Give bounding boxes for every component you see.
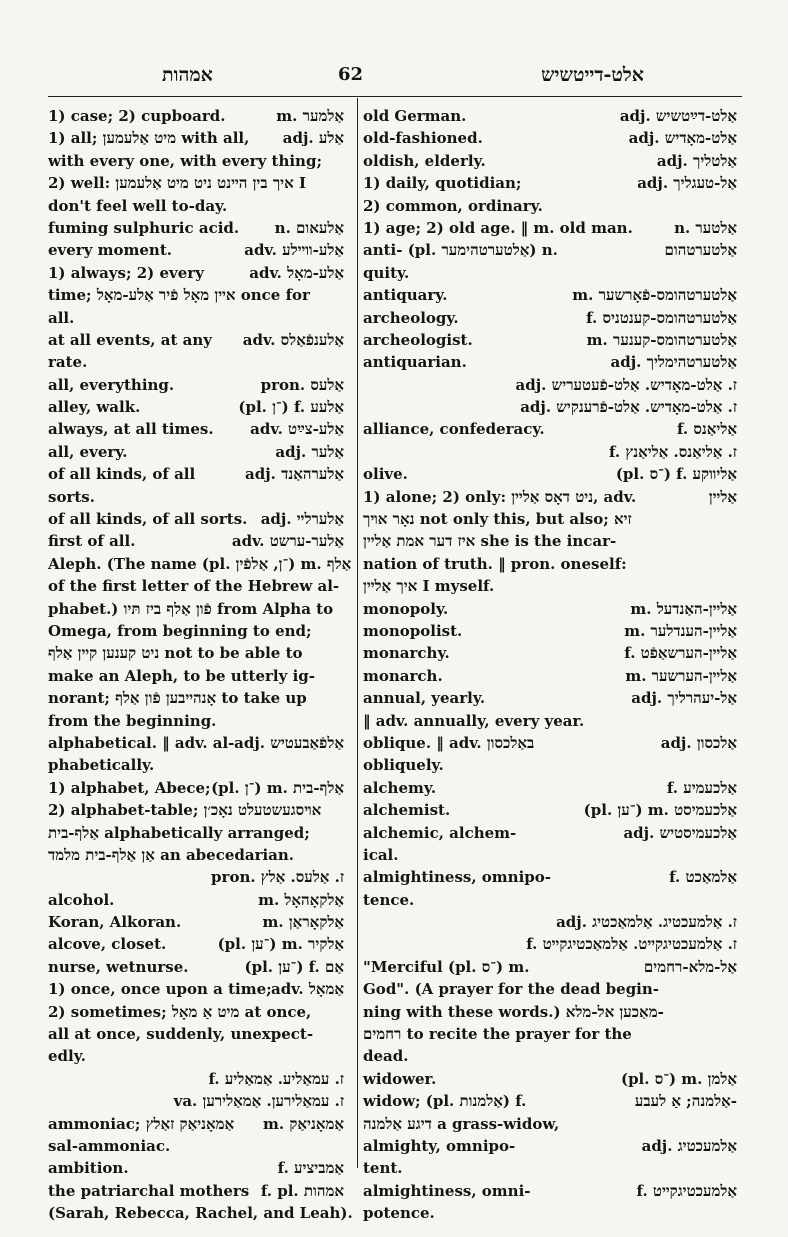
dictionary-line [363,1113,741,1135]
dictionary-line [363,307,741,329]
dictionary-line [48,799,348,821]
dictionary-line [48,889,348,911]
entry-text: 1) alone; 2) only: ניט דאָס אַלײן, adv. [363,487,637,506]
entry-text: time; אײן מאָל פֿיר אַלע-מאָל once for [48,286,310,305]
entry-text: alliance, confederacy. [363,420,545,439]
entry-text: always, at all times. [48,420,214,439]
headword: adv. אַלע-מאָל [249,263,344,282]
headword: m. אַלטערטהומס-פֿאָרשער [572,286,737,305]
dictionary-line [363,1068,741,1090]
entry-text: norant; אָנהײבען פֿון אַלף to take up [48,689,307,708]
entry-text: from the beginning. [48,711,217,730]
headword: va. ז. עמאַלירען. אַמאַלירען [173,1092,344,1111]
entry-text: alphabetical. ‖ adv. al- [48,733,235,752]
dictionary-line [48,1113,348,1135]
headword: f. אַלמאַכט [669,868,737,887]
headword: pron. אַלעס [260,375,344,394]
headword: adj. אַלטליך [656,151,737,170]
dictionary-line [48,866,348,888]
dictionary-line [363,933,741,955]
entry-text: 1) once, once upon a time; [48,980,272,999]
dictionary-line [363,732,741,754]
entry-text: dead. [363,1047,409,1066]
entry-text: monopolist. [363,621,463,640]
dictionary-line [48,844,348,866]
entry-text: phabet.) פֿון אַלף ביז תּיו from Alpha to [48,599,334,618]
dictionary-line [48,284,348,306]
headword: f. אַלטערטהומס-קענטניס [586,308,737,327]
headword: adj. אַלטערטהימליך [610,353,737,372]
entry-text: alchemist. [363,801,451,820]
headword: m. אַלײן-הערשער [625,666,737,685]
entry-text: איך אַלײן I myself. [363,577,495,596]
dictionary-line [363,799,741,821]
entry-text: (Sarah, Rebecca, Rachel, and Leah). [48,1204,353,1223]
dictionary-line [48,217,348,239]
dictionary-line [48,127,348,149]
entry-text: antiquarian. [363,353,467,372]
headword: f. אַלמעכטיגקײט [636,1181,737,1200]
right-column [363,105,741,1225]
headword: adj. אַלכעמיסטיש [623,823,737,842]
headword: אַלטערטהום [664,241,737,260]
entry-text: widow; (pl. אַלמנות) f. [363,1092,527,1111]
headword: (pl. ־ס) m. אַלמן [620,1069,737,1088]
dictionary-line [363,754,741,776]
entry-text: edly. [48,1047,86,1066]
entry-text: phabetically. [48,756,155,775]
dictionary-line [48,396,348,418]
dictionary-line [363,844,741,866]
header-right-guideword: אלט-דייטשיש [541,64,644,86]
headword: (pl. ־ען) m. אַלכעמיסט [583,801,737,820]
entry-text: אַן אַלף-בית מלמד an abecedarian. [48,845,295,864]
entry-text: sorts. [48,487,95,506]
entry-text: all, everything. [48,375,175,394]
entry-text: antiquary. [363,286,448,305]
entry-text: nurse, wetnurse. [48,957,189,976]
dictionary-line [363,195,741,217]
entry-text: 1) alphabet, Abece; [48,778,211,797]
entry-text: אַלף-בית alphabetically arranged; [48,823,310,842]
entry-text: 2) well: איך בין הײנט ניט מיט אַלעמען I [48,174,306,193]
entry-text: fuming sulphuric acid. [48,218,240,237]
entry-text: every moment. [48,241,172,260]
dictionary-line [48,1068,348,1090]
header-rule [48,96,742,97]
dictionary-line [363,1202,741,1224]
headword: adj. אַל-יעהרליך [631,689,737,708]
headword: adj. אַלערלײ [260,510,344,529]
headword: adv. אַלע-װײלע [244,241,344,260]
dictionary-line [363,396,741,418]
dictionary-line [48,374,348,396]
dictionary-line [363,239,741,261]
dictionary-line [48,463,348,485]
entry-text: נאָר אױך not only this, but also; זיא [363,510,632,529]
entry-text: 2) sometimes; מיט אַ מאָל at once, [48,1002,312,1021]
dictionary-line [48,732,348,754]
dictionary-line [363,105,741,127]
entry-text: 2) common, ordinary. [363,196,543,215]
dictionary-line [48,329,348,351]
dictionary-line [48,172,348,194]
entry-text: 1) daily, quotidian; [363,174,522,193]
entry-text: all, every. [48,442,128,461]
entry-text: don't feel well to-day. [48,196,228,215]
dictionary-line [48,418,348,440]
entry-text: widower. [363,1069,437,1088]
dictionary-line [48,911,348,933]
entry-text: with every one, with every thing; [48,151,322,170]
headword: n. אַלטער [674,218,737,237]
headword: adj. אַלער [275,442,344,461]
dictionary-line [48,1045,348,1067]
entry-text: דיגע אַלמנה a grass-widow, [363,1114,560,1133]
dictionary-line [48,1001,348,1023]
dictionary-line [48,105,348,127]
headword: m. אַמאָניאַק [263,1114,344,1133]
entry-text: nation of truth. ‖ pron. oneself: [363,554,627,573]
headword: m. אַלמער [276,107,344,125]
entry-text: all at once, suddenly, unexpect- [48,1025,314,1044]
dictionary-line [48,486,348,508]
entry-text: the patriarchal mothers [48,1181,250,1200]
dictionary-line [363,866,741,888]
entry-text: archeology. [363,308,459,327]
entry-text: oblique. ‖ adv. באַלכסון [363,733,535,752]
dictionary-line [363,284,741,306]
headword: adj. אַלמעכטיג [641,1136,737,1155]
dictionary-line [363,598,741,620]
entry-text: Aleph. (The name (pl. ־ן, אַלפֿין) m. אַלף [48,554,352,573]
dictionary-line [363,1045,741,1067]
dictionary-line [363,1157,741,1179]
entry-text: 2) alphabet-table; אױסגעשטעלט נאָכ׳ן [48,801,322,820]
dictionary-line [363,351,741,373]
dictionary-line [363,172,741,194]
entry-text: potence. [363,1204,435,1223]
headword: m. אַלקאָהאָל [258,890,344,909]
dictionary-line [48,956,348,978]
entry-text: sal-ammoniac. [48,1136,171,1155]
headword: f. ז. אַלמעכטיגקײט. אַלמאַכטיגקײט [526,935,737,954]
dictionary-line [48,1023,348,1045]
dictionary-line [48,754,348,776]
dictionary-line [363,441,741,463]
dictionary-line [48,441,348,463]
dictionary-line [48,933,348,955]
dictionary-line [363,687,741,709]
entry-text: all. [48,308,75,327]
dictionary-line [48,307,348,329]
headword: m. אַלקאָראַן [262,913,344,932]
dictionary-line [363,463,741,485]
headword: אַלמנה; אַ לעבע- [634,1092,737,1111]
dictionary-line [48,687,348,709]
dictionary-line [48,620,348,642]
dictionary-line [363,889,741,911]
entry-text: alchemic, alchem- [363,823,517,842]
entry-text: ניט קענען קײן אַלף not to be able to [48,644,303,663]
dictionary-line [363,822,741,844]
entry-text: "Merciful (pl. ־ס) m. [363,957,530,976]
dictionary-line [363,150,741,172]
dictionary-line [48,978,348,1000]
headword: n. אַלעאום [274,218,344,237]
page-number: 62 [338,64,364,85]
dictionary-line [363,620,741,642]
dictionary-line [363,508,741,530]
headword: (pl. ־ן) f. אַלעע [238,398,344,417]
headword: adj. אַלט-דײַטשיש [619,107,737,125]
dictionary-line [363,127,741,149]
dictionary-line [363,665,741,687]
entry-text: almightiness, omni- [363,1181,531,1200]
headword: pron. ז. אַלעס. אַלץ [211,868,344,887]
entry-text: anti- (pl. אַלטערטהימער) n. [363,241,558,260]
dictionary-line [48,262,348,284]
headword: f. ז. אַליאַנס. אַליאַנץ [609,442,737,461]
dictionary-line [363,1135,741,1157]
entry-text: quity. [363,263,410,282]
entry-text: archeologist. [363,330,473,349]
headword: adj. אַלכסון [660,733,737,752]
headword: (pl. ־ס) f. אַליװקע [615,465,737,484]
dictionary-line [363,1001,741,1023]
entry-text: alcove, closet. [48,935,167,954]
dictionary-line [363,553,741,575]
dictionary-line [363,1180,741,1202]
entry-text: tent. [363,1159,403,1178]
entry-text: oldish, elderly. [363,151,486,170]
headword: adj. אַלע [282,129,344,148]
entry-text: 1) always; 2) every [48,263,204,282]
dictionary-line [48,642,348,664]
dictionary-line [48,1180,348,1202]
dictionary-line [48,530,348,552]
headword: f. pl. אמהות [260,1181,344,1200]
dictionary-line [48,822,348,844]
entry-text: Koran, Alkoran. [48,913,182,932]
entry-text: monopoly. [363,599,449,618]
entry-text: 1) age; 2) old age. ‖ m. old man. [363,218,633,237]
dictionary-line [48,575,348,597]
headword: adj. ז. אַלמעכטיג. אַלמאַכטיג [556,913,737,932]
dictionary-line [48,1157,348,1179]
entry-text: 1) case; 2) cupboard. [48,107,226,125]
headword: (pl. ־ן) m. אַלף-בית [211,778,344,797]
headword: f. ז. עמאַליע. אַמאַליע [208,1069,344,1088]
dictionary-line [363,530,741,552]
entry-text: monarch. [363,666,443,685]
entry-text: tence. [363,890,415,909]
dictionary-line [48,1135,348,1157]
dictionary-line [48,665,348,687]
entry-text: of all kinds, of all [48,465,196,484]
dictionary-line [363,710,741,732]
headword: adj. אַלערהאַנד [245,465,344,484]
entry-text: olive. [363,465,408,484]
dictionary-line [363,1023,741,1045]
dictionary-line [363,911,741,933]
entry-text: annual, yearly. [363,689,486,708]
dictionary-line [363,217,741,239]
entry-text: almightiness, omnipo- [363,868,551,887]
left-column [48,105,353,1225]
entry-text: of all kinds, of all sorts. [48,510,248,529]
dictionary-line [48,1202,353,1224]
dictionary-line [363,777,741,799]
headword: adv. אַמאָל [270,980,344,999]
entry-text: Omega, from beginning to end; [48,621,312,640]
dictionary-line [363,262,741,284]
headword: adv. אַלער-ערשט [231,532,344,551]
dictionary-line [363,418,741,440]
dictionary-line [363,978,741,1000]
headword: f. אַמביציע [277,1159,344,1178]
entry-text: ical. [363,845,399,864]
headword: אַלײן [708,487,737,506]
page-header [46,64,736,94]
headword: adj. ז. אַלט-מאָדיש. אַלט-פֿעטעריש [515,375,737,394]
entry-text: alchemy. [363,778,437,797]
headword: f. אַלײן-הערשאַפֿט [624,644,737,663]
dictionary-line [48,553,352,575]
dictionary-line [363,575,741,597]
entry-text: make an Aleph, to be utterly ig- [48,666,315,685]
entry-text: רחמים to recite the prayer for the [363,1025,632,1044]
entry-text: ‖ adv. annually, every year. [363,711,585,730]
column-divider [357,98,358,1168]
entry-text: ning with these words.) מאַכען אל-מלא- [363,1002,664,1021]
dictionary-line [48,195,348,217]
entry-text: ammoniac; אַמאָניאַק זאַלץ [48,1114,235,1133]
dictionary-line [48,508,348,530]
dictionary-line [48,351,348,373]
entry-text: איז דער אמת אַלײן she is the incar- [363,532,617,551]
dictionary-line [363,1090,741,1112]
dictionary-line [363,374,741,396]
dictionary-line [363,642,741,664]
entry-text: first of all. [48,532,136,551]
entry-text: rate. [48,353,88,372]
headword: adj. ז. אַלט-מאָדיש. אַלט-פֿרענקיש [520,398,737,417]
header-left-guideword: אמהות [162,64,213,86]
headword: adv. אַלענפֿאַלס [242,330,344,349]
entry-text: God". (A prayer for the dead begin- [363,980,660,999]
entry-text: at all events, at any [48,330,212,349]
dictionary-line [48,1090,348,1112]
headword: adj. אַלט-מאָדיש [628,129,737,148]
entry-text: alcohol. [48,890,115,909]
headword: (pl. ־ען) m. אַלקיר [217,935,344,954]
headword: אַל-מלא-רחמים [643,957,737,976]
headword: f. אַליאַנס [677,420,737,439]
dictionary-line [48,598,348,620]
entry-text: monarchy. [363,644,450,663]
entry-text: alley, walk. [48,398,141,417]
headword: f. אַלכעמיע [666,778,737,797]
entry-text: ambition. [48,1159,129,1178]
dictionary-line [48,777,348,799]
dictionary-line [363,956,741,978]
dictionary-line [48,150,348,172]
entry-text: of the first letter of the Hebrew al- [48,577,340,596]
entry-text: obliquely. [363,756,444,775]
dictionary-line [363,486,741,508]
headword: adj. אַלפֿאַבעטיש [234,733,344,752]
headword: adv. אַלע-צײַט [250,420,344,439]
dictionary-line [363,329,741,351]
headword: adj. אַל-טעגליך [637,174,737,193]
dictionary-line [48,239,348,261]
entry-text: old-fashioned. [363,129,483,148]
headword: m. אַלײן-האַנדעל [630,599,737,618]
entry-text: almighty, omnipo- [363,1136,516,1155]
entry-text: 1) all; מיט אַלעמען with all, [48,129,250,148]
headword: m. אַלײן-הענדלער [624,621,737,640]
headword: m. אַלטערטהומס-קענער [586,330,737,349]
dictionary-line [48,710,348,732]
headword: (pl. ־ען) f. אַם [244,957,344,976]
entry-text: old German. [363,107,467,125]
